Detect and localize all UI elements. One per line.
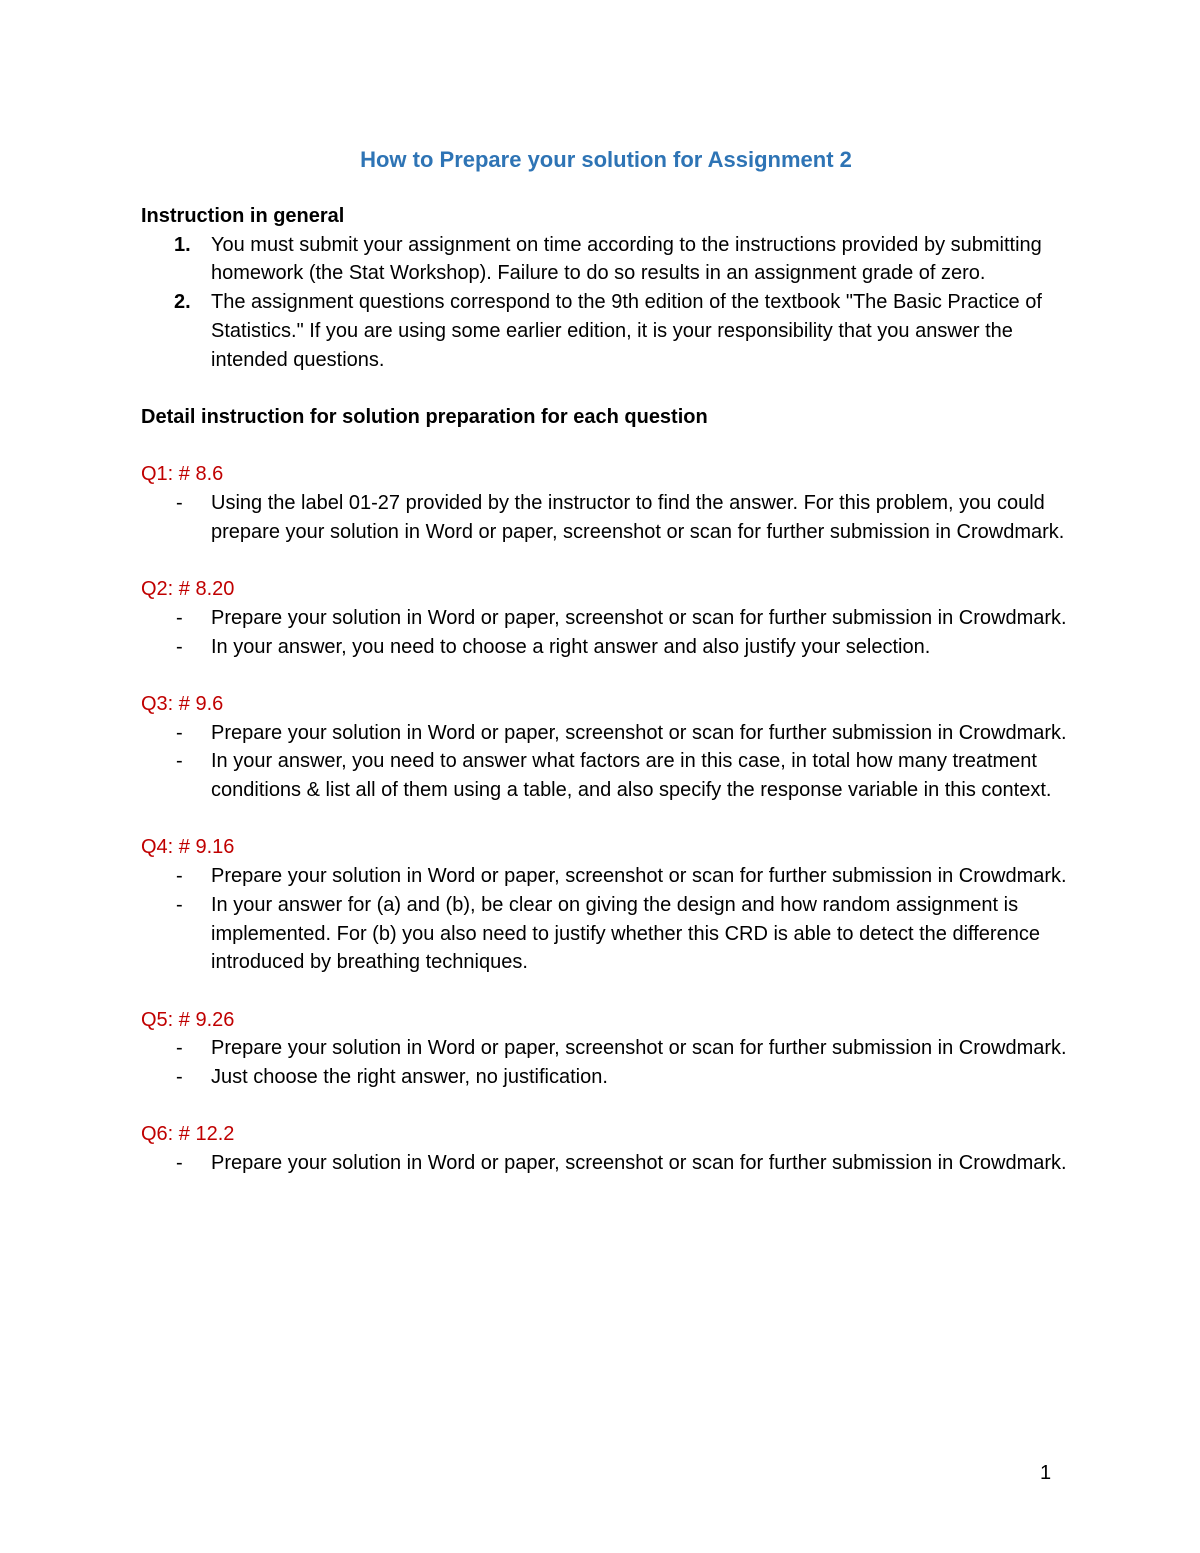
list-item-text: Using the label 01-27 provided by the instructor to find the answer. For this problem, you could prepare your solution in Word or paper, screenshot or scan for further submission in Crowdmark. <box>211 492 1065 543</box>
bullet-marker: - <box>176 635 183 658</box>
list-item <box>141 1034 1071 1063</box>
question-block-q2 <box>141 575 1071 661</box>
list-item-text: Just choose the right answer, no justification. <box>211 1066 608 1088</box>
bullet-marker: - <box>176 1152 183 1175</box>
list-item-text: Prepare your solution in Word or paper, screenshot or scan for further submission in Crowdmark. <box>211 865 1067 888</box>
question-bullets <box>141 489 1071 546</box>
list-item-text: Prepare your solution in Word or paper, screenshot or scan for further submission in Crowdmark. <box>211 606 1067 629</box>
question-label: Q2: # 8.20 <box>141 578 235 601</box>
detail-instructions-heading: Detail instruction for solution preparation for each question <box>141 405 708 428</box>
list-item <box>141 231 1071 288</box>
list-item <box>141 862 1071 891</box>
list-item <box>141 489 1071 546</box>
list-item <box>141 604 1071 633</box>
list-number: 2. <box>174 291 191 314</box>
bullet-marker: - <box>176 865 183 888</box>
question-bullets <box>141 719 1071 805</box>
question-label: Q5: # 9.26 <box>141 1008 235 1031</box>
list-item <box>141 633 1071 662</box>
question-label: Q4: # 9.16 <box>141 836 235 859</box>
bullet-marker: - <box>176 721 183 744</box>
list-item <box>141 719 1071 748</box>
question-bullets <box>141 1149 1071 1178</box>
document-title: How to Prepare your solution for Assignment 2 <box>360 147 852 172</box>
bullet-marker: - <box>176 893 183 916</box>
list-item-text: Prepare your solution in Word or paper, screenshot or scan for further submission in Crowdmark. <box>211 721 1067 744</box>
list-item-text: In your answer for (a) and (b), be clear on giving the design and how random assignment is implemented. For (b) you also need to justify whether this CRD is able to detect the difference introduced by breathing techniques. <box>211 893 1040 974</box>
question-block-q5 <box>141 1006 1071 1092</box>
question-label: Q6: # 12.2 <box>141 1123 235 1146</box>
list-item <box>141 1149 1071 1178</box>
question-bullets <box>141 604 1071 661</box>
list-item-text: The assignment questions correspond to the 9th edition of the textbook "The Basic Practice of Statistics." If you are using some earlier edition, it is your responsibility that you answer the intended questions. <box>211 291 1042 371</box>
question-label: Q1: # 8.6 <box>141 463 224 486</box>
list-item-text: Prepare your solution in Word or paper, screenshot or scan for further submission in Crowdmark. <box>211 1152 1067 1175</box>
question-block-q1 <box>141 460 1071 546</box>
bullet-marker: - <box>176 606 183 629</box>
question-block-q3 <box>141 690 1071 805</box>
question-bullets <box>141 862 1071 977</box>
list-item-text: You must submit your assignment on time according to the instructions provided by submitting homework (the Stat Workshop). Failure to do so results in an assignment grade of zero. <box>211 233 1042 285</box>
list-item <box>141 747 1071 804</box>
document-content <box>141 144 1071 1206</box>
list-item-text: Prepare your solution in Word or paper, screenshot or scan for further submission in Crowdmark. <box>211 1037 1067 1060</box>
list-number: 1. <box>174 233 191 256</box>
bullet-marker: - <box>176 1037 183 1060</box>
list-item-text: In your answer, you need to choose a right answer and also justify your selection. <box>211 635 931 658</box>
list-item-text: In your answer, you need to answer what factors are in this case, in total how many treatment conditions & list all of them using a table, and also specify the response variable in this context. <box>211 750 1052 801</box>
question-bullets <box>141 1034 1071 1091</box>
list-item <box>141 288 1071 374</box>
question-block-q6 <box>141 1120 1071 1177</box>
list-item <box>141 891 1071 977</box>
question-label: Q3: # 9.6 <box>141 692 224 715</box>
bullet-marker: - <box>176 1066 183 1088</box>
question-block-q4 <box>141 833 1071 977</box>
general-instructions-heading: Instruction in general <box>141 205 345 227</box>
bullet-marker: - <box>176 492 183 514</box>
list-item <box>141 1063 1071 1092</box>
general-instructions-list <box>141 231 1071 375</box>
page-number: 1 <box>1040 1462 1052 1484</box>
bullet-marker: - <box>176 750 183 773</box>
